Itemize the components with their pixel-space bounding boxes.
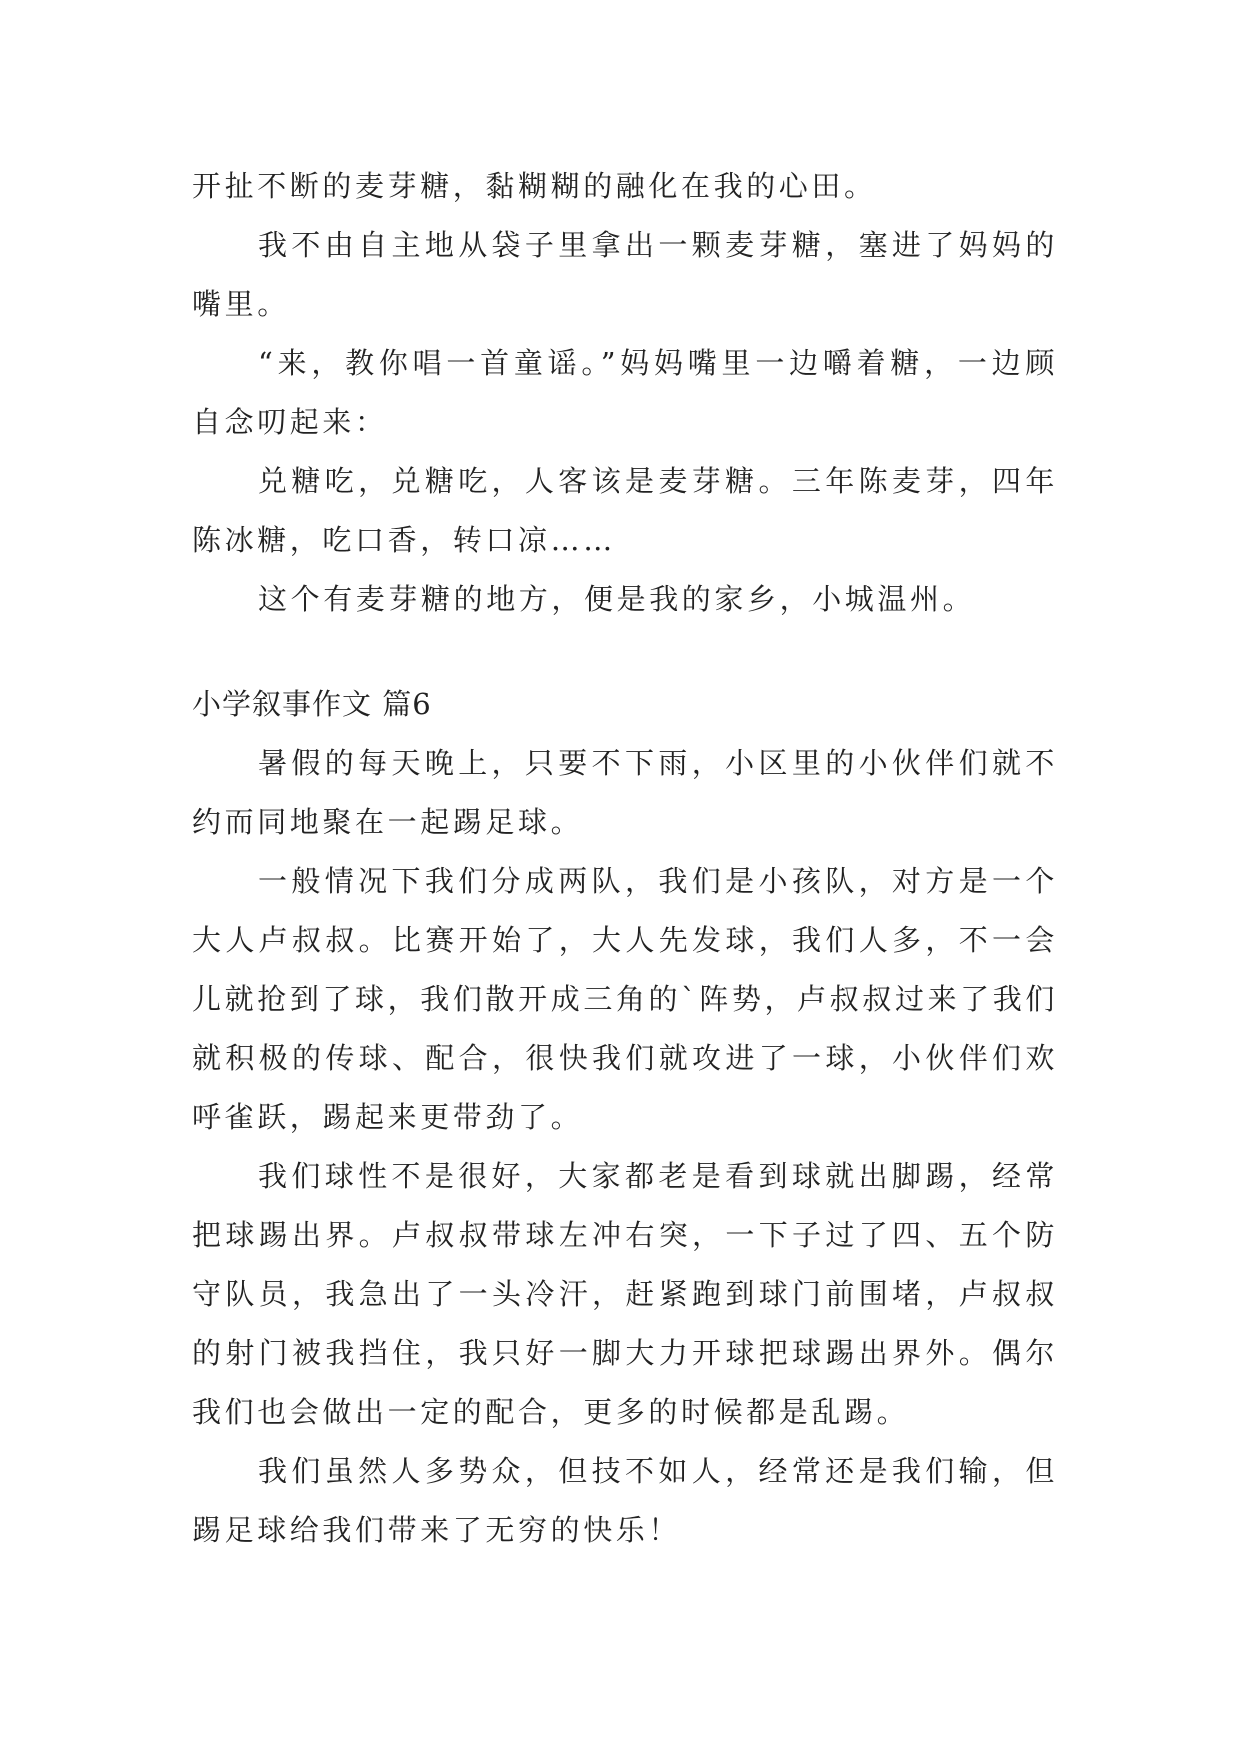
- paragraph: 兑糖吃，兑糖吃，人客该是麦芽糖。三年陈麦芽，四年陈冰糖，吃口香，转口凉……: [192, 464, 1058, 557]
- paragraph: 暑假的每天晚上，只要不下雨，小区里的小伙伴们就不约而同地聚在一起踢足球。: [192, 746, 1058, 839]
- paragraph: 我们虽然人多势众，但技不如人，经常还是我们输，但踢足球给我们带来了无穷的快乐！: [192, 1454, 1058, 1547]
- paragraph: “来，教你唱一首童谣。”妈妈嘴里一边嚼着糖，一边顾自念叨起来：: [192, 346, 1058, 439]
- paragraph: 这个有麦芽糖的地方，便是我的家乡，小城温州。: [258, 582, 976, 616]
- paragraph: 开扯不断的麦芽糖，黏糊糊的融化在我的心田。: [192, 169, 877, 203]
- paragraph: 我们球性不是很好，大家都老是看到球就出脚踢，经常把球踢出界。卢叔叔带球左冲右突，一下子过了四、五个防守队员，我急出了一头冷汗，赶紧跑到球门前围堵，卢叔叔的射门被我挡住，我只好一脚大力开球把球踢出界外。偶尔我们也会做出一定的配合，更多的时候都是乱踢。: [192, 1159, 1058, 1429]
- section-spacer: [192, 629, 1058, 675]
- document-body: [192, 157, 1058, 1560]
- section-title: 小学叙事作文 篇6: [192, 687, 432, 721]
- paragraph: 我不由自主地从袋子里拿出一颗麦芽糖，塞进了妈妈的嘴里。: [192, 228, 1058, 321]
- paragraph: 一般情况下我们分成两队，我们是小孩队，对方是一个大人卢叔叔。比赛开始了，大人先发球，我们人多，不一会儿就抢到了球，我们散开成三角的`阵势，卢叔叔过来了我们就积极的传球、配合，很快我们就攻进了一球，小伙伴们欢呼雀跃，踢起来更带劲了。: [192, 864, 1058, 1134]
